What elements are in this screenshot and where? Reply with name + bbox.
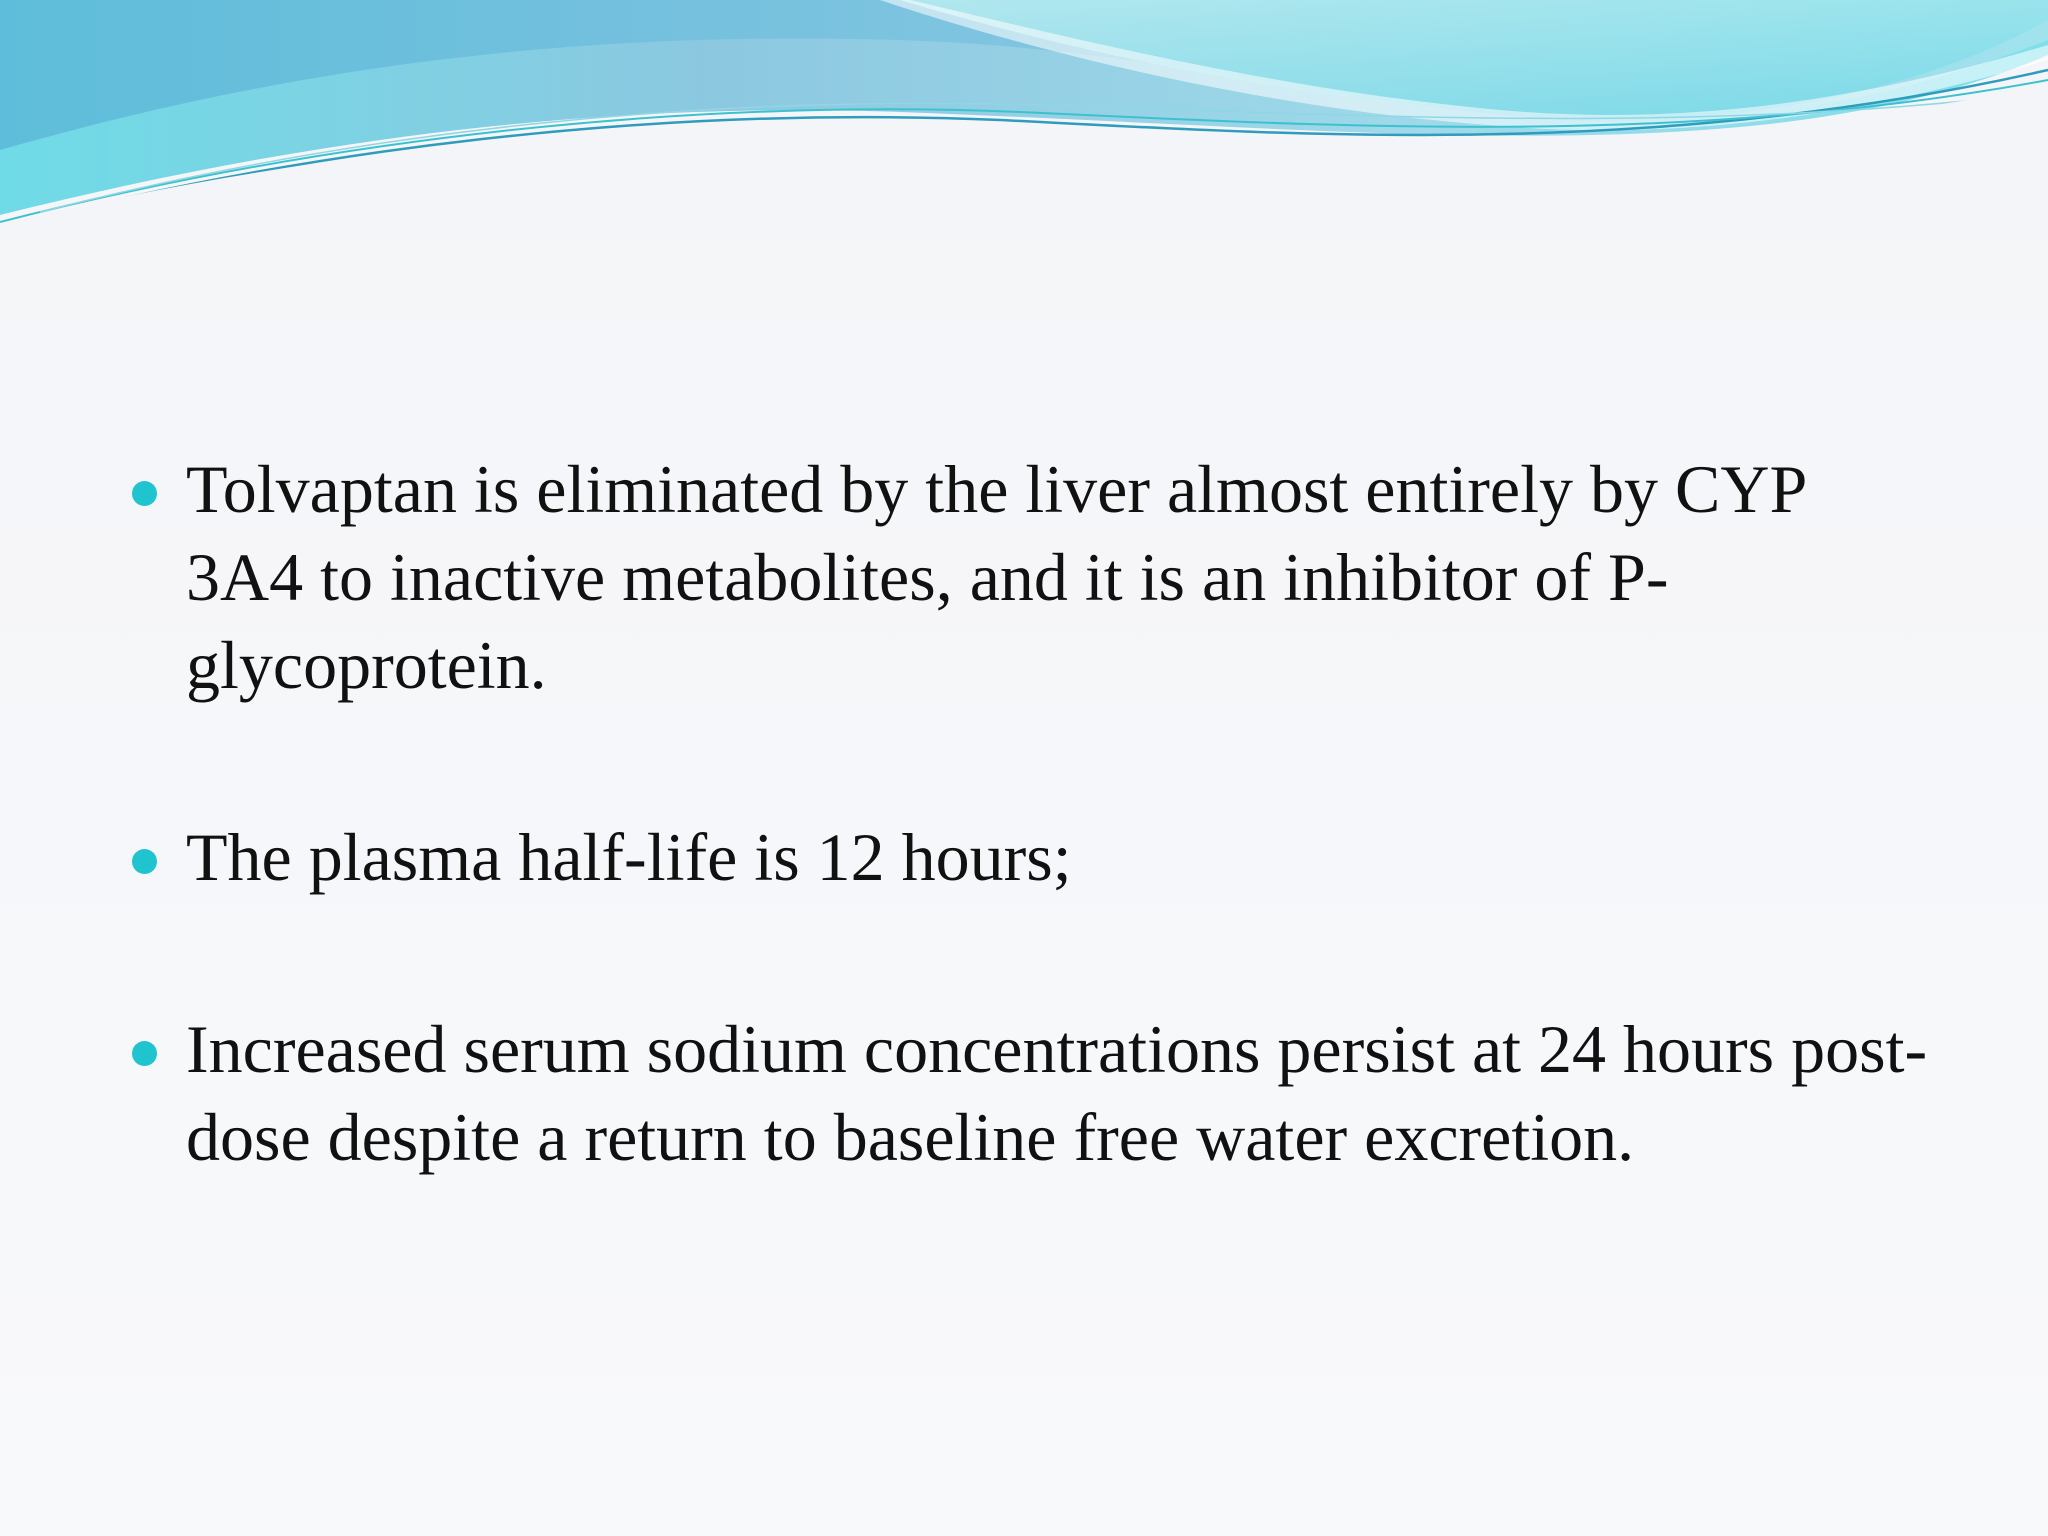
bullet-text: Increased serum sodium concentrations persist at 24 hours post-dose despite a return to baseline free water excretion. [186, 1011, 1928, 1175]
bullet-text: The plasma half-life is 12 hours; [186, 819, 1072, 895]
bullet-dot-icon [132, 849, 157, 874]
bullet-dot-icon [132, 1041, 157, 1066]
bullet-item-metabolism [132, 445, 1932, 709]
bullet-text: Tolvaptan is eliminated by the liver almost entirely by CYP 3A4 to inactive metabolites, and it is an inhibitor of P-glycoprotein. [186, 451, 1805, 703]
bullet-dot-icon [132, 481, 157, 506]
bullet-item-half-life [132, 813, 1932, 901]
wave-header-decoration [0, 0, 2048, 240]
bullet-item-sodium [132, 1005, 1932, 1181]
bullet-list [132, 445, 1932, 1181]
